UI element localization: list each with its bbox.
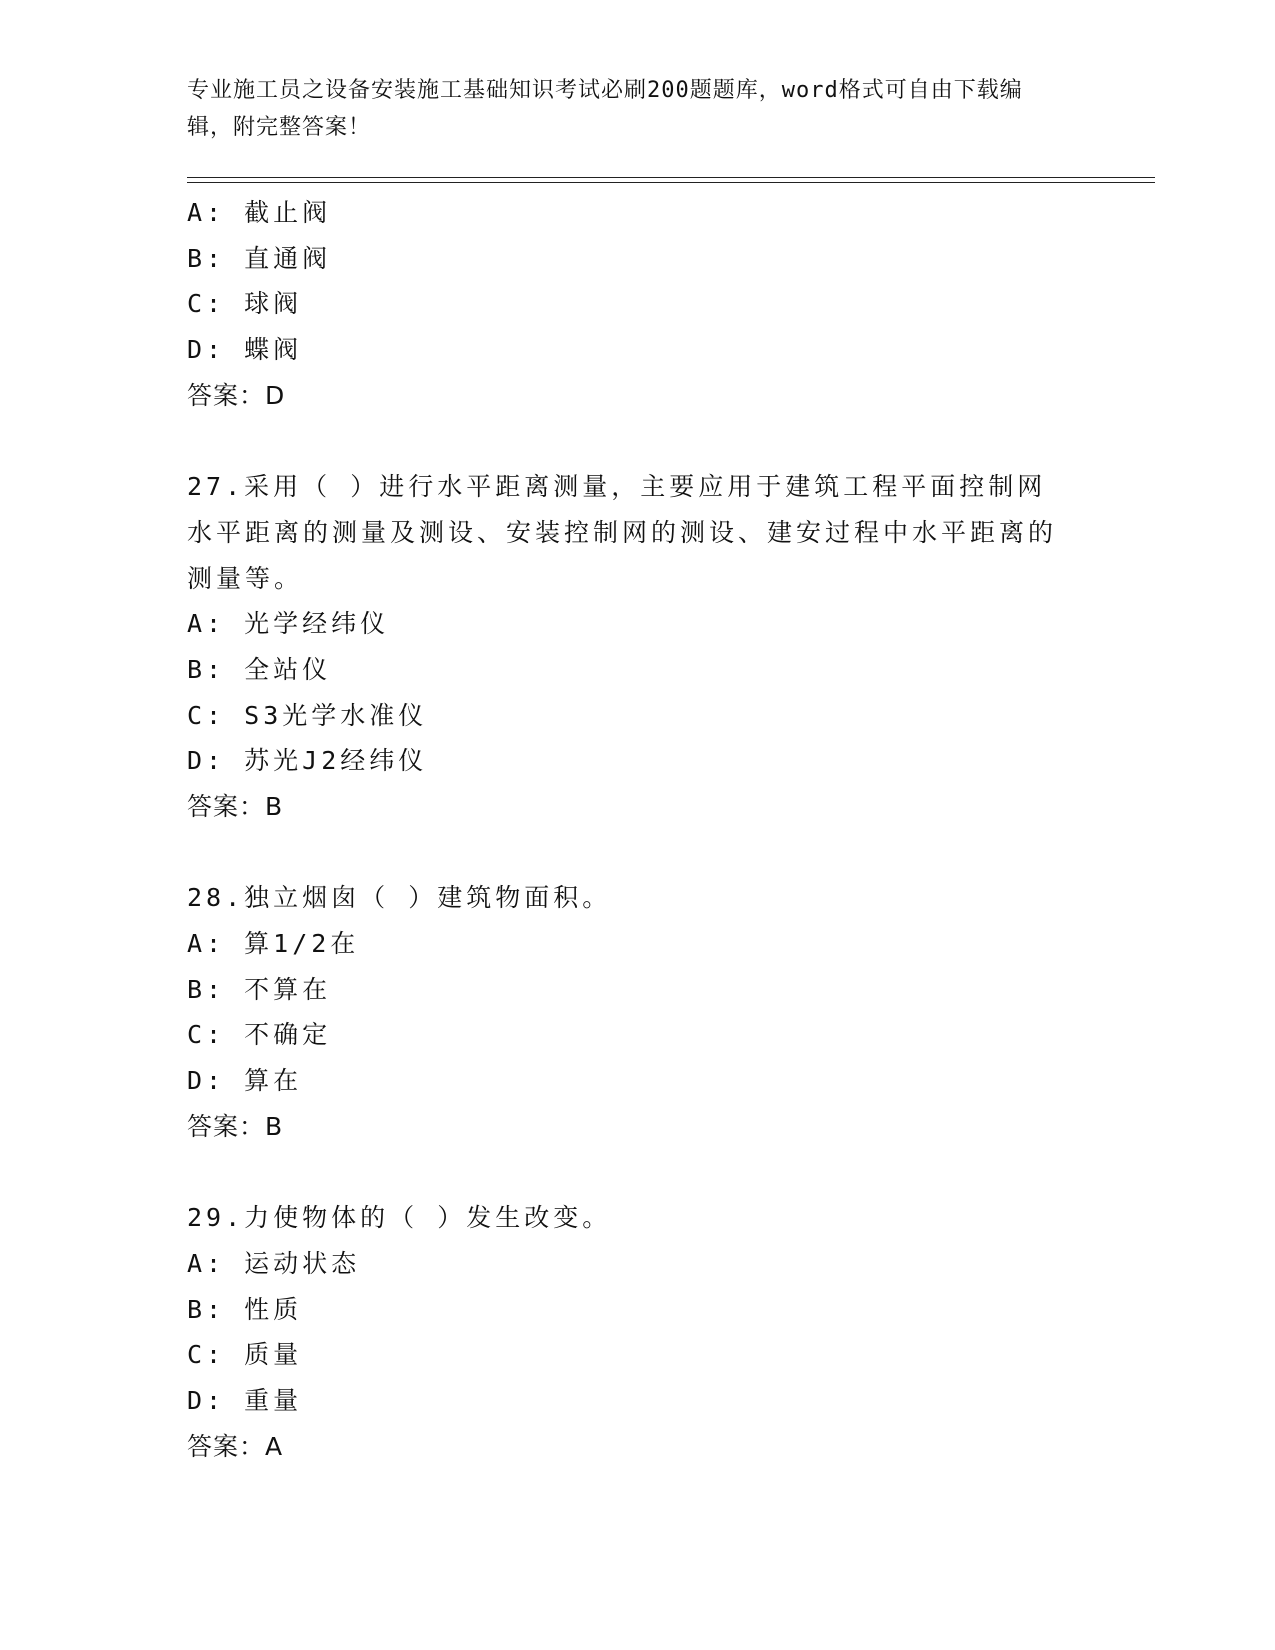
answer-label: 答案：B <box>187 791 284 821</box>
spacer <box>187 418 1067 464</box>
question-list <box>187 190 1067 1469</box>
option-c: C: S3光学水准仪 <box>187 700 428 730</box>
option-b: B: 性质 <box>187 1294 303 1324</box>
spacer <box>187 830 1067 876</box>
option-c: C: 质量 <box>187 1340 303 1370</box>
question-28 <box>187 875 1067 1149</box>
option-a: A: 算1/2在 <box>187 929 360 959</box>
answer-label: 答案：D <box>187 380 286 410</box>
option-d: D: 蝶阀 <box>187 335 303 365</box>
option-d: D: 苏光J2经纬仪 <box>187 746 428 776</box>
option-b: B: 直通阀 <box>187 243 332 273</box>
answer-label: 答案：B <box>187 1111 284 1141</box>
option-a: A: 运动状态 <box>187 1248 361 1278</box>
question-text: 29.力使物体的（ ）发生改变。 <box>187 1203 612 1233</box>
question-text: 27.采用（ ）进行水平距离测量，主要应用于建筑工程平面控制网水平距离的测量及测设、安装控制网的测设、建安过程中水平距离的测量等。 <box>187 472 1058 593</box>
question-26 <box>187 190 1067 418</box>
question-text: 28.独立烟囱（ ）建筑物面积。 <box>187 883 612 913</box>
option-a: A: 光学经纬仪 <box>187 609 390 639</box>
header-divider-top <box>187 177 1155 178</box>
option-b: B: 全站仪 <box>187 654 332 684</box>
option-a: A: 截止阀 <box>187 198 332 227</box>
header-divider-bottom <box>187 182 1155 183</box>
question-29 <box>187 1195 1067 1469</box>
option-d: D: 算在 <box>187 1066 303 1096</box>
spacer <box>187 1150 1067 1196</box>
option-c: C: 球阀 <box>187 289 303 319</box>
option-d: D: 重量 <box>187 1385 303 1415</box>
question-27 <box>187 464 1067 830</box>
answer-label: 答案：A <box>187 1431 284 1461</box>
option-b: B: 不算在 <box>187 974 332 1004</box>
option-c: C: 不确定 <box>187 1020 332 1050</box>
document-header-title: 专业施工员之设备安装施工基础知识考试必刷200题题库，word格式可自由下载编辑，附完整答案！ <box>187 78 1023 140</box>
